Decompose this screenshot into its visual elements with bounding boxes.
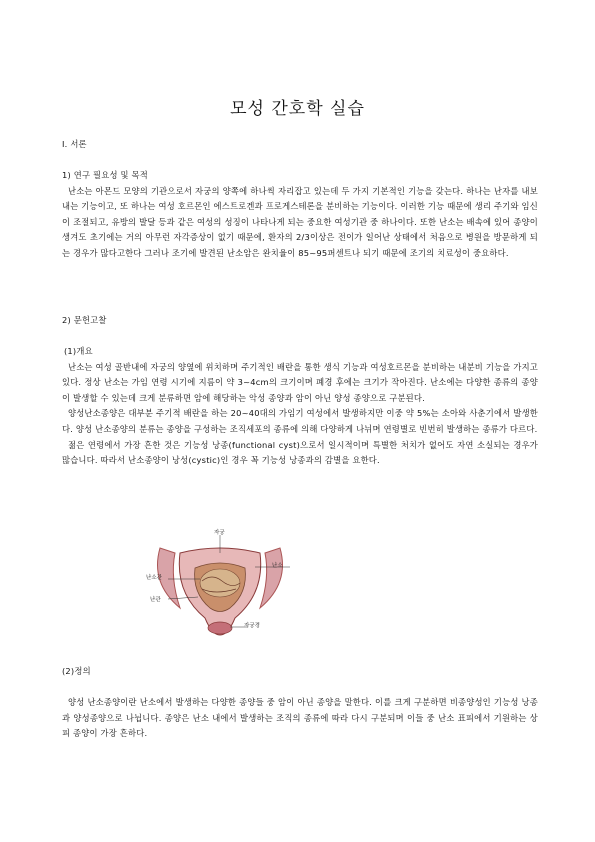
body-paragraph: 양성난소종양은 대부분 주기적 배란을 하는 20~40대의 가임기 여성에서 발생하지만 이중 약 5%는 소아와 사춘기에서 발생한다. 양성 난소종양의 분류는 종양을 구성하는 조직세포의 종류에 의해 다양하게 나뉘며 연령별로 빈번히 발생하는 종류가 다르다. (62, 408, 538, 434)
section-intro-heading (62, 137, 538, 153)
body-paragraph: 양성 난소종양이란 난소에서 발생하는 다양한 종양들 중 암이 아닌 종양을 말한다. 이를 크게 구분하면 비종양성인 기능성 낭종과 양성종양으로 나뉩니다. 종양은 난소 내에서 발생하는 조직의 종류에 따라 다시 구분되며 이들 중 난소 표피에서 기원하는 상피 종양이 가장 흔하다. (62, 697, 538, 739)
figure-label-left2: 난관 (150, 597, 161, 603)
section-overview (62, 344, 538, 469)
section-purpose (62, 168, 538, 262)
page-title: 모성 간호학 실습 (230, 99, 365, 119)
subsection-heading: 1) 연구 필요성 및 목적 (62, 170, 148, 180)
section-heading: Ⅰ. 서론 (62, 139, 87, 149)
body-paragraph: 난소는 여성 골반내에 자궁의 양옆에 위치하며 주기적인 배란을 통한 생식 기능과 여성호르몬을 분비하는 내분비 기능을 가지고 있다. 정상 난소는 가임 연령 시기에 지름이 약 3~4cm의 크기이며 폐경 후에는 크기가 작아진다. 난소에는 다양한 종류의 종양이 발생할 수 있는데 크게 분류하면 암에 해당하는 악성 종양과 암이 아닌 양성 종양으로 구분된다. (62, 361, 538, 403)
body-paragraph: 젊은 연령에서 가장 흔한 것은 기능성 낭종(functional cyst)으로서 일시적이며 특별한 처치가 없어도 자연 소실되는 경우가 많습니다. 따라서 난소종양이 낭성(cystic)인 경우 꼭 기능성 낭종과의 감별을 요한다. (62, 439, 538, 466)
section-definition-heading (62, 664, 538, 680)
subsection-heading: (2)정의 (62, 666, 91, 676)
subsection-heading: (1)개요 (64, 346, 93, 356)
figure-label-bottom: 자궁경 (244, 623, 260, 629)
section-literature-heading (62, 313, 538, 329)
figure-label-left1: 난소관 (146, 575, 162, 581)
subsection-heading: 2) 문헌고찰 (62, 315, 107, 325)
figure-label-right: 난소 (272, 563, 283, 569)
body-paragraph: 난소는 아몬드 모양의 기관으로서 자궁의 양쪽에 하나씩 자리잡고 있는데 두 가지 기본적인 기능을 갖는다. 하나는 난자를 내보내는 기능이고, 또 하나는 여성 호르몬인 에스트로겐과 프로게스테론을 분비하는 기능이다. 이러한 기능 때문에 생리 주기와 임신이 조절되고, 유방의 발달 등과 같은 여성의 성징이 나타나게 되는 중요한 여성기관 중 하나이다. 또한 난소는 배속에 있어 종양이 생겨도 초기에는 거의 아무런 자각증상이 없기 때문에, 환자의 2/3이상은 전이가 일어난 상태에서 처음으로 병원을 방문하게 되는 경우가 많다고한다 그러나 조기에 발견된 난소암은 완치율이 85~95퍼센트나 되기 때문에 조기의 치료성이 중요하다. (62, 185, 538, 258)
figure-label-top: 자궁 (214, 530, 225, 536)
uterus-ovary-illustration (140, 523, 300, 643)
section-definition (62, 695, 538, 742)
